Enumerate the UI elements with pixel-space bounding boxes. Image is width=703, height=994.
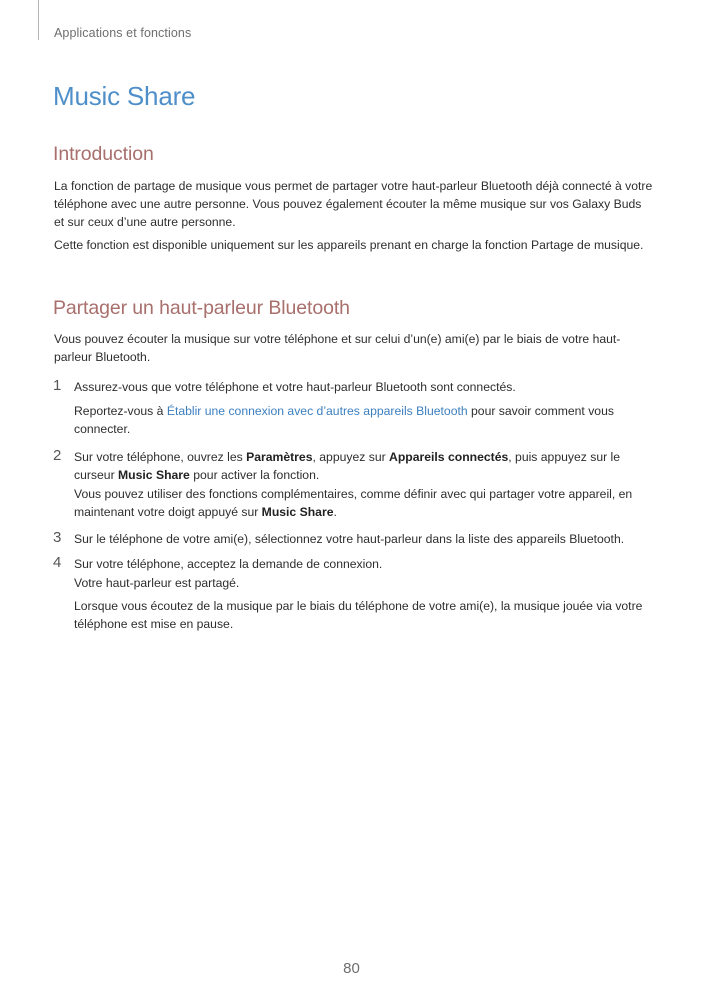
connected-devices-label: Appareils connectés bbox=[389, 450, 509, 464]
page-number: 80 bbox=[343, 960, 360, 977]
step-2-text-part-2: , appuyez sur bbox=[312, 450, 390, 464]
step-4-text: Sur votre téléphone, acceptez la demande de connexion. bbox=[74, 557, 383, 571]
settings-menu-label: Paramètres bbox=[246, 450, 313, 464]
page-title: Music Share bbox=[53, 81, 196, 111]
step-number-2: 2 bbox=[53, 447, 62, 464]
step-4-note-1: Votre haut-parleur est partagé. bbox=[74, 576, 240, 590]
step-1-note-prefix: Reportez-vous à bbox=[74, 404, 167, 418]
margin-rule bbox=[38, 0, 39, 40]
step-2-text-part-3: , puis appuyez sur le curseur bbox=[74, 450, 621, 482]
step-1-note-suffix: pour savoir comment vous connecter. bbox=[74, 404, 614, 436]
step-number-4: 4 bbox=[53, 554, 62, 571]
step-number-3: 3 bbox=[53, 529, 62, 546]
music-share-option-label: Music Share bbox=[261, 505, 334, 519]
step-2-note-text: Vous pouvez utiliser des fonctions complémentaires, comme définir avec qui partager votre appareil, en maintenant votre doigt appuyé sur bbox=[74, 487, 633, 519]
step-4-note-2: Lorsque vous écoutez de la musique par le biais du téléphone de votre ami(e), la musique jouée via votre téléphone est mise en pause. bbox=[74, 599, 643, 631]
step-1-text: Assurez-vous que votre téléphone et votre haut-parleur Bluetooth sont connectés. bbox=[74, 380, 516, 394]
introduction-heading: Introduction bbox=[53, 143, 154, 165]
step-2-note-end: . bbox=[333, 505, 337, 519]
running-header: Applications et fonctions bbox=[54, 26, 192, 40]
step-3-text: Sur le téléphone de votre ami(e), sélectionnez votre haut-parleur dans la liste des appareils Bluetooth. bbox=[74, 532, 625, 546]
bluetooth-section-heading: Partager un haut-parleur Bluetooth bbox=[53, 297, 350, 319]
music-share-switch-label: Music Share bbox=[118, 468, 190, 482]
step-2-text bbox=[74, 448, 654, 484]
introduction-paragraph-2: Cette fonction est disponible uniquement sur les appareils prenant en charge la fonction Partage de musique. bbox=[54, 238, 644, 252]
step-number-1: 1 bbox=[53, 377, 62, 394]
step-1-note bbox=[74, 402, 654, 438]
introduction-paragraph-1: La fonction de partage de musique vous permet de partager votre haut-parleur Bluetooth déjà connecté à votre téléphone avec une autre personne. Vous pouvez également écouter la même musique sur vos Galaxy Buds et sur ceux d’une autre personne. bbox=[54, 179, 653, 229]
bluetooth-connection-link[interactable]: Établir une connexion avec d’autres appareils Bluetooth bbox=[166, 404, 468, 418]
step-2-text-part-1: Sur votre téléphone, ouvrez les bbox=[74, 450, 247, 464]
step-2-note bbox=[74, 485, 654, 521]
bluetooth-section-intro: Vous pouvez écouter la musique sur votre téléphone et sur celui d’un(e) ami(e) par le biais de votre haut-parleur Bluetooth. bbox=[54, 332, 621, 364]
step-2-text-part-4: pour activer la fonction. bbox=[189, 468, 320, 482]
